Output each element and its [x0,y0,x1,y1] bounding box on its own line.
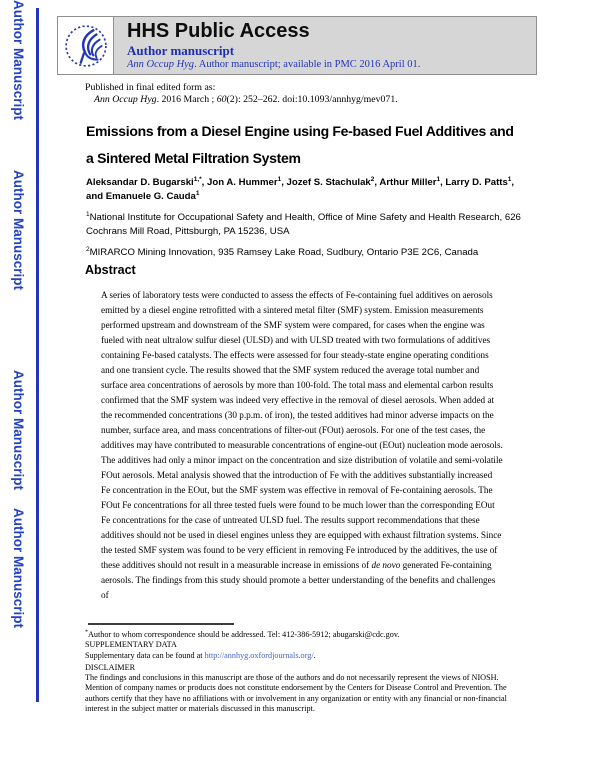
author-affiliation-mark: 2 [370,175,375,183]
citation-block [85,82,398,106]
correspondence-text: Author to whom correspondence should be addressed. Tel: 412-386-5912; abugarski@cdc.gov. [88,630,400,639]
author-affiliation-mark: 1 [195,189,200,197]
header-journal-line [127,58,420,71]
citation-journal-name: Ann Occup Hyg [94,94,157,105]
affiliation-mark: 2 [86,245,90,253]
supplementary-heading: SUPPLEMENTARY DATA [85,640,177,650]
correspondence-note [85,630,528,640]
footnotes [85,630,528,714]
affiliation-text: National Institute for Occupational Safety and Health, Office of Mine Safety and Health Research, 626 Cochrans Mill Road, Pittsburgh, PA 15236, USA [86,212,521,237]
citation-volume: 60 [216,94,227,105]
disclaimer-heading: DISCLAIMER [85,662,136,672]
author-separator: , [281,177,287,188]
affiliation-mark: 1 [86,210,90,218]
hhs-logo [58,17,114,74]
author-separator: , and [86,177,515,202]
author-manuscript-watermark: Author Manuscript [11,0,26,120]
author-name: Jon A. Hummer [207,177,278,188]
affiliation-text: MIRARCO Mining Innovation, 935 Ramsey Lake Road, Sudbury, Ontario P3E 2C6, Canada [89,247,479,258]
citation-date: . 2016 March ; [156,94,217,105]
footnote-separator [88,623,234,625]
author-list [86,176,526,204]
author-separator: , [374,177,380,188]
supplementary-data-link[interactable]: http://annhyg.oxfordjournals.org/ [204,650,314,660]
abstract-heading: Abstract [85,263,136,277]
article-title: Emissions from a Diesel Engine using Fe-based Fuel Additives and a Sintered Metal Filtration System [86,123,514,166]
sidebar-divider-line [36,8,39,702]
supplementary-period: . [313,650,316,660]
author-name: Larry D. Patts [445,177,508,188]
header-title: HHS Public Access [127,20,310,42]
author-separator: , [201,177,208,188]
correspondence-mark: * [85,629,88,636]
supplementary-note [85,651,528,661]
author-affiliation-mark: 1,* [193,175,202,183]
author-name: Aleksandar D. Bugarski [86,177,194,188]
citation-pages-doi: (2): 252–262. doi:10.1093/annhyg/mev071. [226,94,398,105]
journal-availability-text: . Author manuscript; available in PMC 2016 April 01. [194,59,421,70]
header-text [114,17,420,74]
journal-name: Ann Occup Hyg [127,59,195,70]
author-affiliation-mark: 1 [277,175,282,183]
abstract-part2: generated Fe-containing aerosols. The findings from this study should promote a better understanding of the benefits and challenges of [101,560,496,600]
affiliation-1 [86,211,526,238]
author-name: Arthur Miller [379,177,437,188]
abstract-part1: A series of laboratory tests were conducted to assess the effects of Fe-containing fuel additives on aerosols emitted by a diesel engine retrofitted with a sintered metal filter (SMF) system. Emission measurements performed upstream and downstream of the SMF system were compared, for cases when the engine was fueled with neat ultralow sulfur diesel (ULSD) and with ULSD treated with two formulations of additives containing Fe-based catalysts. The effects were assessed for four steady-state engine operating conditions and one transient cycle. The results showed that the SMF system reduced the average total number and surface area concentrations of aerosols by more than 100-fold. The total mass and elemental carbon results confirmed that the SMF system was indeed very effective in the removal of diesel aerosols. When added at the recommended concentrations (30 p.p.m. of iron), the tested additives had minor adverse impacts on the number, surface area, and mass concentrations of filter-out (FOut) aerosols. For one of the test cases, the additives may have contributed to measurable concentrations of engine-out (EOut) nucleation mode aerosols. The additives had only a minor impact on the concentration and size distribution of volatile and semi-volatile FOut aerosols. Metal analysis showed that the introduction of Fe with the additives substantially increased Fe concentration in the EOut, but the SMF system was effective in removal of Fe-containing aerosols. The FOut Fe concentrations for all three tested fuels were found to be much lower than the corresponding EOut Fe concentrations for the case of untreated ULSD fuel. The results support recommendations that these additives should not be used in diesel engines unless they are equipped with exhaust filtration systems. Since the tested SMF system was found to be very efficient in removing Fe introduced by the additives, the use of these additives should not result in a measurable increase in emissions of [101,290,503,570]
published-in-line: Published in final edited form as: [85,82,216,93]
abstract-text [101,288,503,620]
supplementary-text: Supplementary data can be found at [85,650,205,660]
author-manuscript-watermark: Author Manuscript [11,370,26,490]
author-manuscript-watermark: Author Manuscript [11,508,26,628]
author-name: Emanuele G. Cauda [105,191,196,202]
author-affiliation-mark: 1 [507,175,512,183]
author-separator: , [440,177,446,188]
hhs-eagle-icon [63,23,109,69]
affiliation-2 [86,246,526,260]
author-name: Jozef S. Stachulak [286,177,371,188]
author-affiliation-mark: 1 [436,175,441,183]
disclaimer-text: The findings and conclusions in this manuscript are those of the authors and do not necessarily represent the views of NIOSH. Mention of company names or products does not constitute endorsement by the Centers for Disease Control and Prevention. The authors certify that they have no affiliations with or involvement in any organization or entity with any financial or non-financial interest in the subject matter or materials discussed in this manuscript. [85,673,507,714]
citation-line [85,94,398,106]
abstract-italic-term: de novo [371,560,401,570]
pmc-header [57,16,537,75]
author-manuscript-watermark: Author Manuscript [11,170,26,290]
header-subtitle: Author manuscript [127,43,235,58]
